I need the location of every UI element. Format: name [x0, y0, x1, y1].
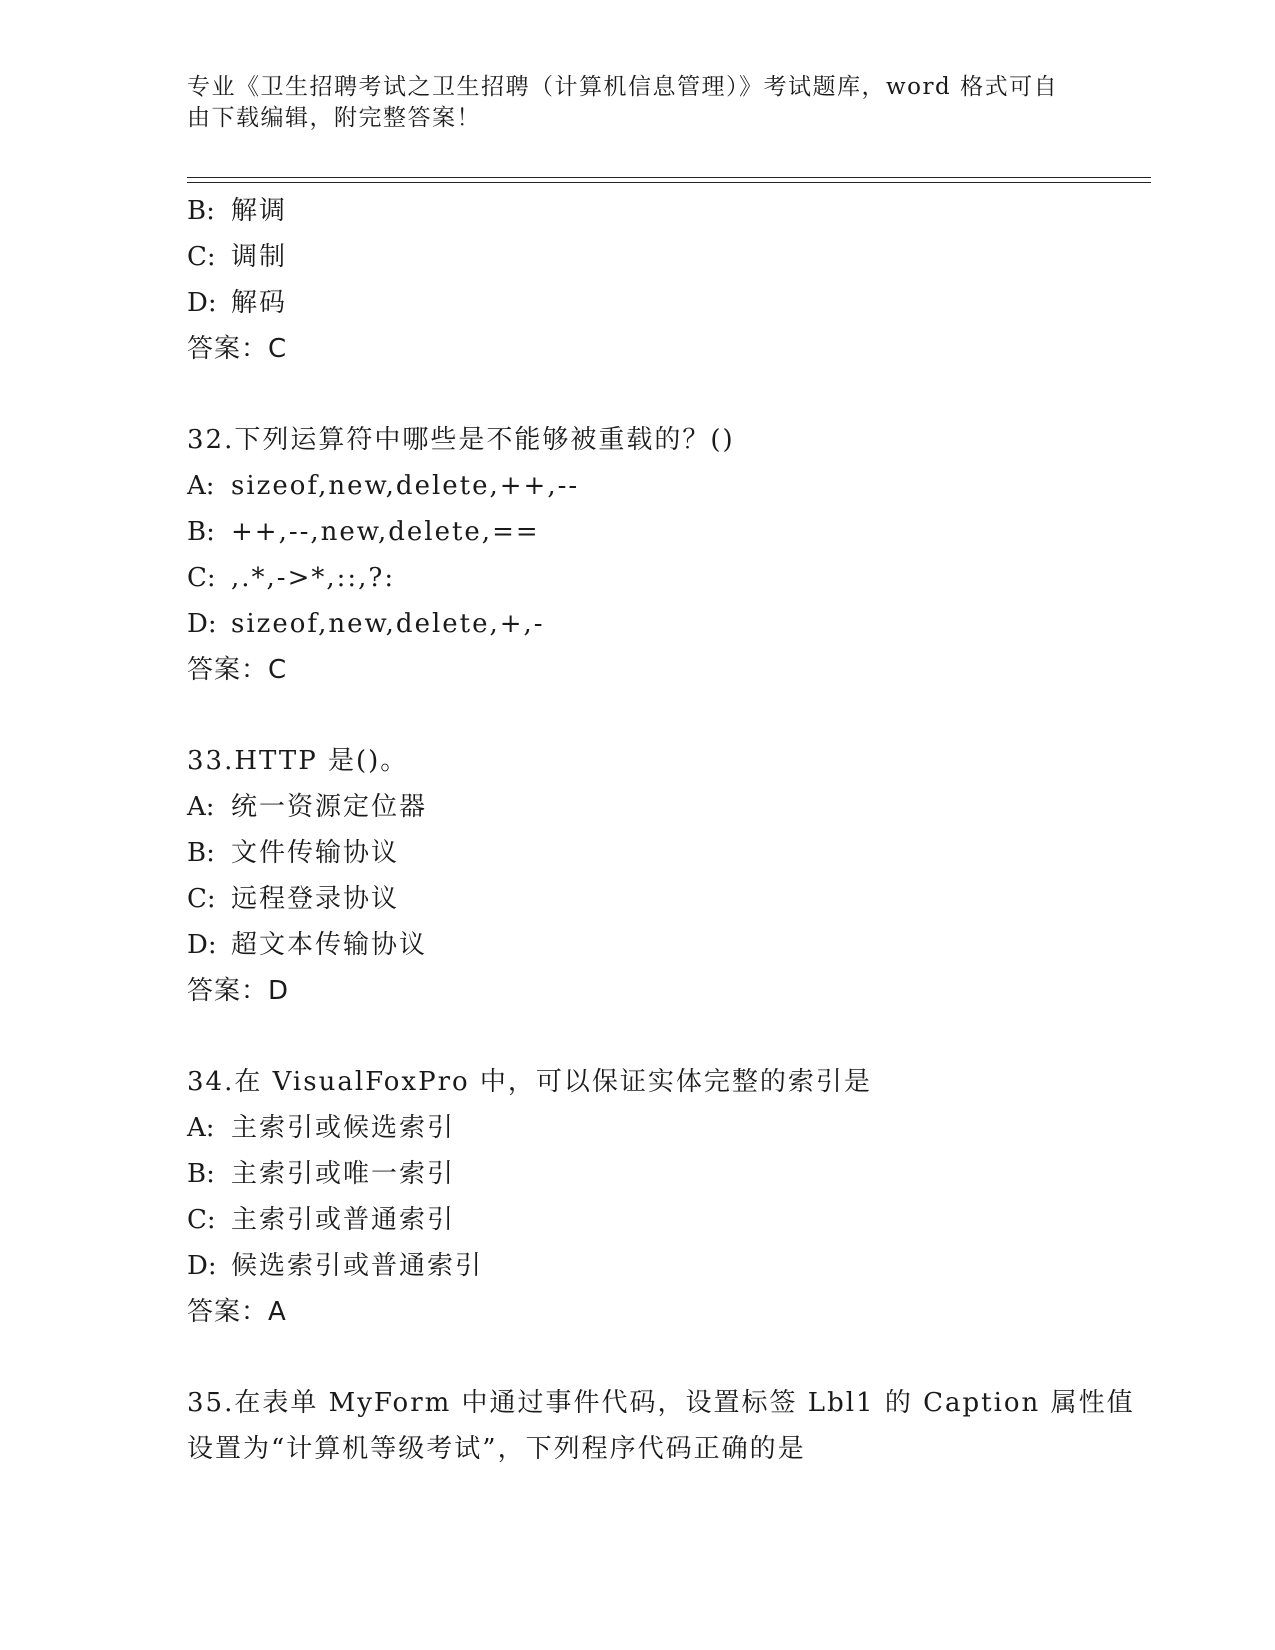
question-title: 34.在 VisualFoxPro 中，可以保证实体完整的索引是 [187, 1067, 872, 1097]
option-c [187, 555, 1087, 601]
question-title: 32.下列运算符中哪些是不能够被重载的？() [187, 425, 735, 455]
spacer [187, 1014, 1087, 1059]
question-35 [187, 1380, 1135, 1472]
answer-line: 答案：C [187, 334, 288, 364]
option-text: 主索引或普通索引 [231, 1205, 456, 1235]
question-34 [187, 1059, 1087, 1335]
answer-line: 答案：C [187, 655, 288, 685]
question-title: 33.HTTP 是()。 [187, 746, 409, 776]
option-c [187, 876, 1087, 922]
option-text: 解调 [231, 196, 288, 226]
header-line-1: 专业《卫生招聘考试之卫生招聘（计算机信息管理）》考试题库，word 格式可自 [187, 74, 1059, 100]
option-c [187, 234, 1087, 280]
option-letter: B: [187, 1159, 215, 1189]
option-letter: D: [187, 609, 217, 639]
option-letter: A: [187, 471, 215, 501]
option-d [187, 601, 1087, 647]
option-text: 主索引或候选索引 [231, 1113, 456, 1143]
option-a [187, 784, 1087, 830]
question-32 [187, 417, 1087, 693]
question-title-line-2: 设置为“计算机等级考试”，下列程序代码正确的是 [187, 1434, 806, 1464]
option-letter: A: [187, 1113, 215, 1143]
option-d [187, 1243, 1087, 1289]
option-b [187, 188, 1087, 234]
option-text: 主索引或唯一索引 [231, 1159, 456, 1189]
option-letter: D: [187, 1251, 217, 1281]
option-letter: C: [187, 563, 216, 593]
option-letter: B: [187, 517, 215, 547]
option-b [187, 1151, 1087, 1197]
question-33 [187, 738, 1087, 1014]
header-rule-top [187, 177, 1151, 178]
option-text: 候选索引或普通索引 [231, 1251, 484, 1281]
option-text: 调制 [231, 242, 288, 272]
header-rule-bottom [187, 182, 1151, 183]
spacer [187, 372, 1087, 417]
option-d [187, 922, 1087, 968]
option-letter: C: [187, 884, 216, 914]
option-text: 统一资源定位器 [231, 792, 428, 822]
option-letter: B: [187, 196, 215, 226]
option-text: 远程登录协议 [231, 884, 400, 914]
option-letter: A: [187, 792, 215, 822]
option-b [187, 830, 1087, 876]
option-a [187, 1105, 1087, 1151]
option-text: sizeof,new,delete,+,- [231, 609, 545, 639]
option-text: ,.*,->*,::,?: [231, 563, 396, 593]
option-text: ++,--,new,delete,== [231, 517, 540, 547]
option-letter: C: [187, 1205, 216, 1235]
answer-line: 答案：D [187, 976, 290, 1006]
document-header [187, 72, 1067, 134]
option-text: 解码 [231, 288, 288, 318]
option-text: 文件传输协议 [231, 838, 400, 868]
option-c [187, 1197, 1087, 1243]
answer-line: 答案：A [187, 1297, 287, 1327]
option-a [187, 463, 1087, 509]
option-d [187, 280, 1087, 326]
spacer [187, 1335, 1087, 1380]
option-letter: C: [187, 242, 216, 272]
header-line-2: 由下载编辑，附完整答案！ [187, 105, 481, 131]
option-letter: D: [187, 288, 217, 318]
option-letter: B: [187, 838, 215, 868]
option-text: 超文本传输协议 [231, 930, 428, 960]
option-letter: D: [187, 930, 217, 960]
spacer [187, 693, 1087, 738]
question-title-line-1: 35.在表单 MyForm 中通过事件代码，设置标签 Lbl1 的 Caption 属性值 [187, 1388, 1135, 1418]
question-31-tail [187, 188, 1087, 372]
option-b [187, 509, 1087, 555]
option-text: sizeof,new,delete,++,-- [231, 471, 580, 501]
question-content [187, 188, 1135, 1472]
